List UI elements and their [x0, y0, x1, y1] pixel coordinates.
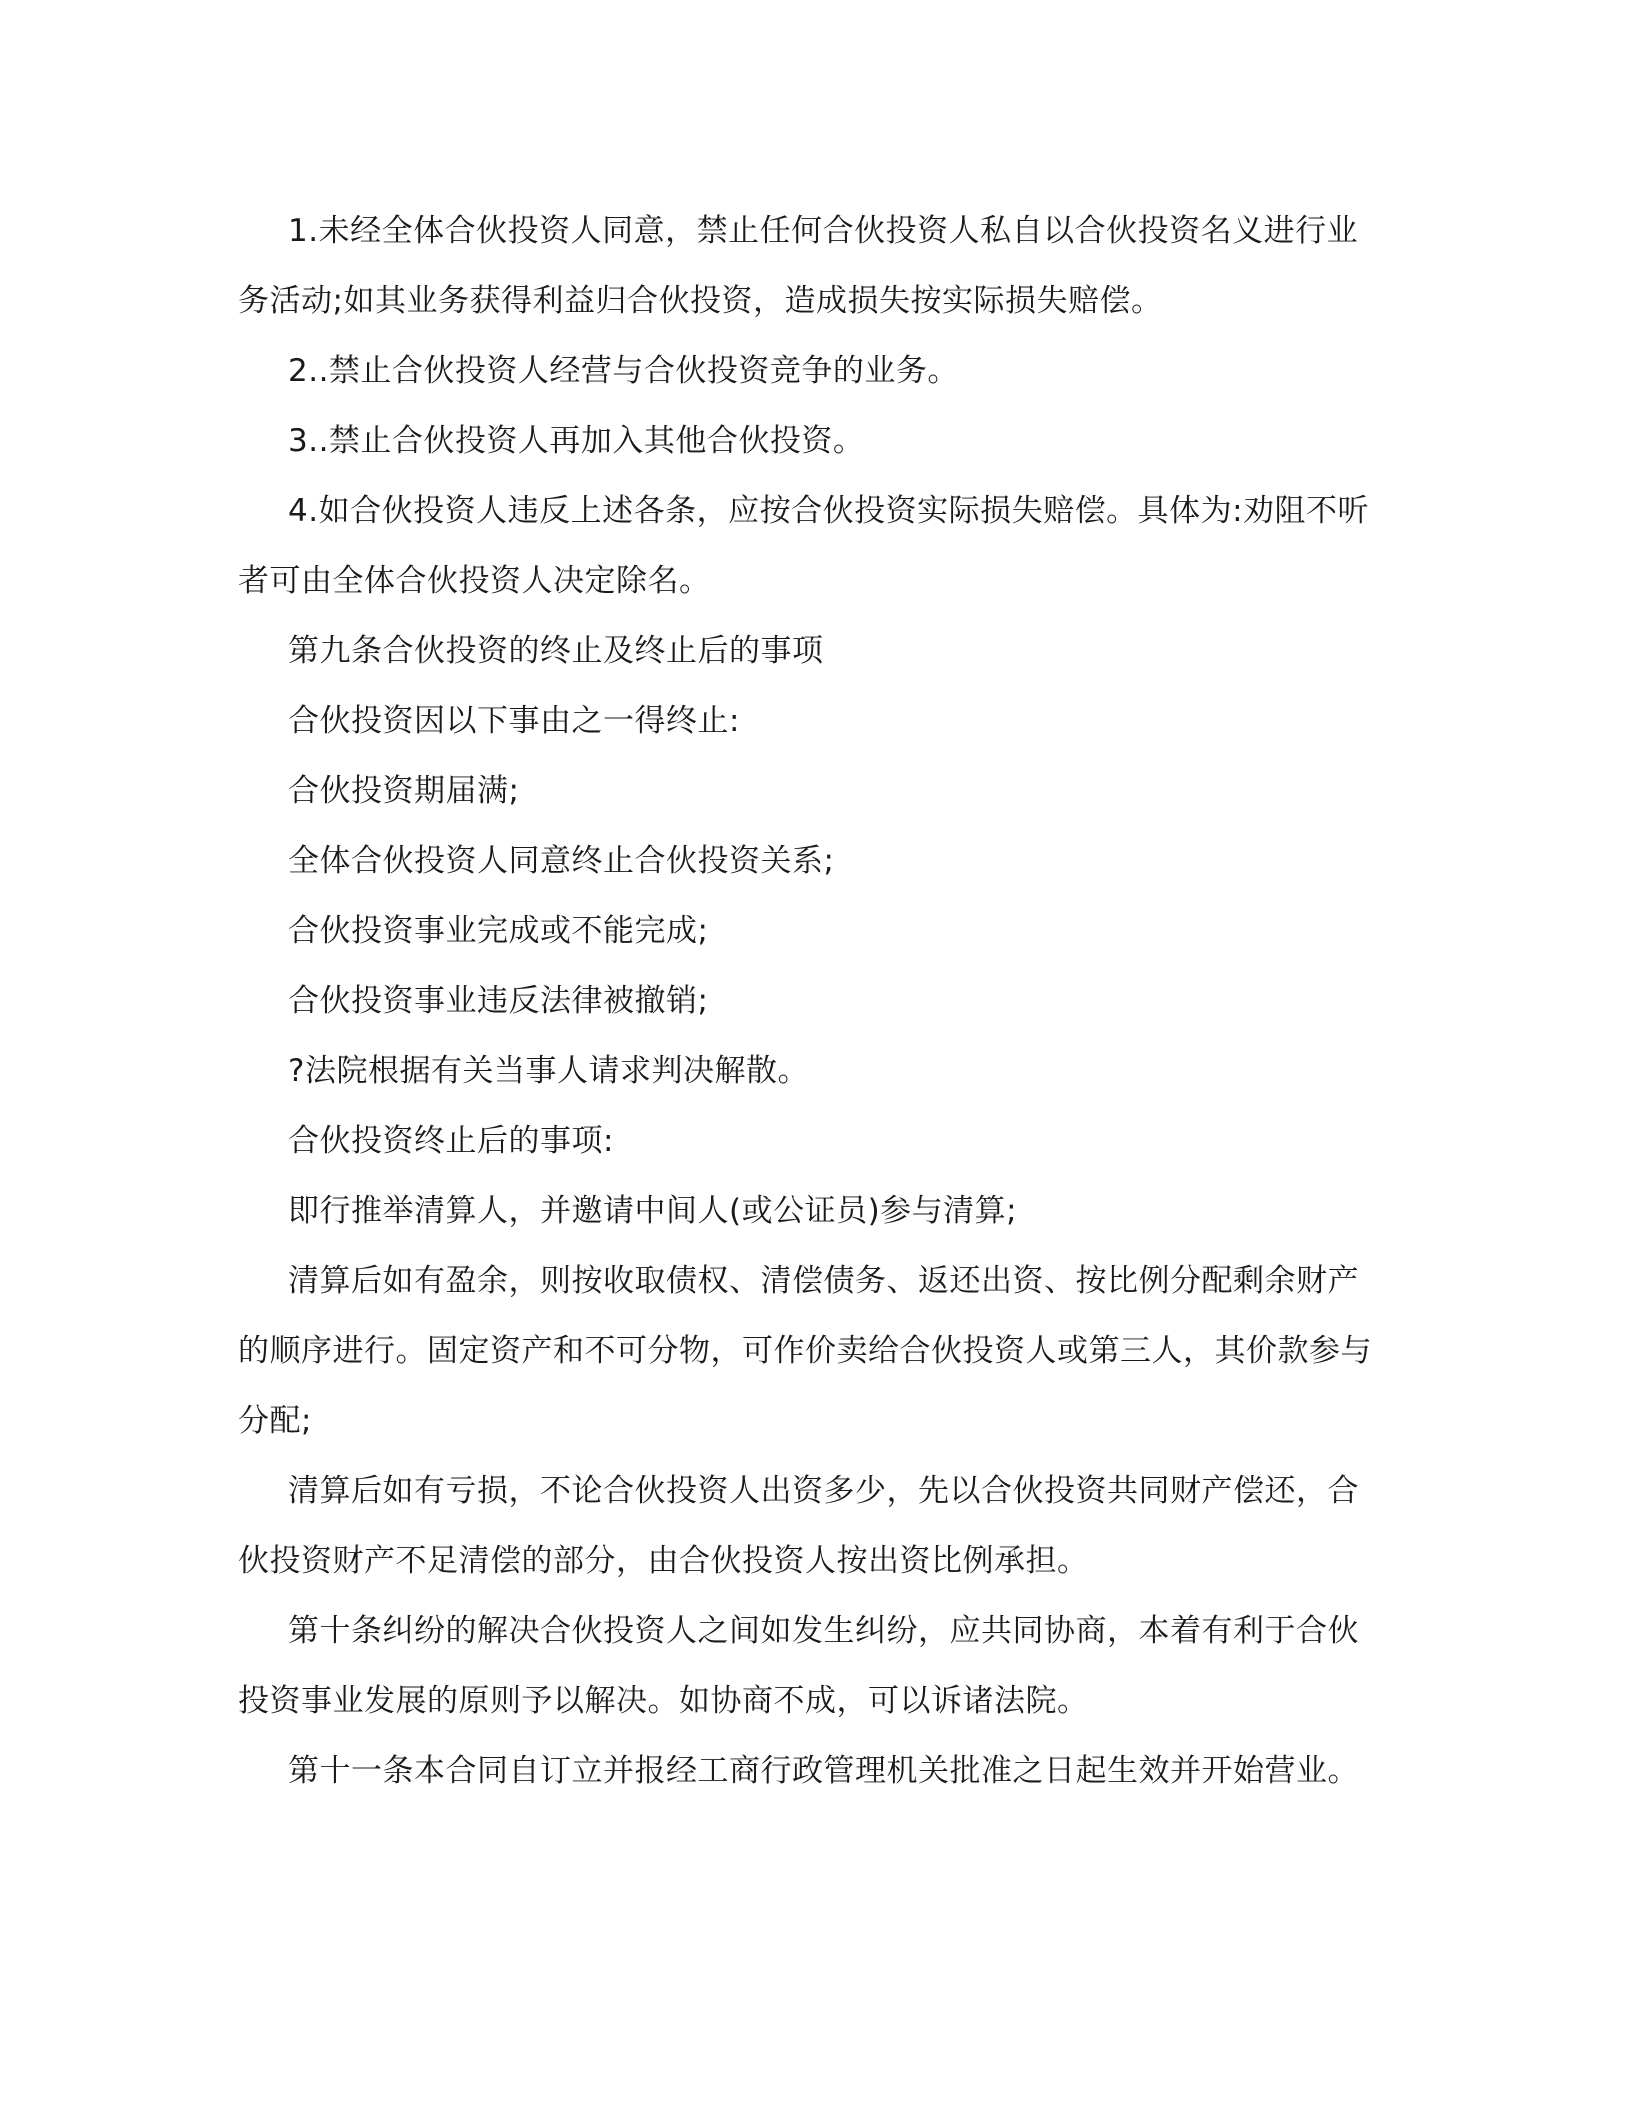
paragraph-termination-item: ?法院根据有关当事人请求判决解散。: [288, 1053, 809, 1089]
paragraph-termination-item: 全体合伙投资人同意终止合伙投资关系;: [288, 843, 835, 879]
paragraph-clause-3: 3..禁止合伙投资人再加入其他合伙投资。: [288, 423, 865, 459]
paragraph-clause-2: 2..禁止合伙投资人经营与合伙投资竞争的业务。: [288, 353, 959, 389]
paragraph-post-termination-intro: 合伙投资终止后的事项:: [288, 1123, 614, 1159]
section-article-11: 第十一条本合同自订立并报经工商行政管理机关批准之日起生效并开始营业。: [288, 1753, 1359, 1789]
paragraph-post-termination-item: 即行推举清算人，并邀请中间人(或公证员)参与清算;: [288, 1193, 1018, 1229]
document-page: [238, 196, 1378, 1806]
section-article-10: 第十条纠纷的解决合伙投资人之间如发生纠纷，应共同协商，本着有利于合伙投资事业发展的原则予以解决。如协商不成，可以诉诸法院。: [238, 1613, 1359, 1719]
paragraph-termination-item: 合伙投资事业完成或不能完成;: [288, 913, 709, 949]
paragraph-termination-item: 合伙投资事业违反法律被撤销;: [288, 983, 709, 1019]
paragraph-clause-4: 4.如合伙投资人违反上述各条，应按合伙投资实际损失赔偿。具体为:劝阻不听者可由全体合伙投资人决定除名。: [238, 493, 1370, 599]
paragraph-post-termination-item: 清算后如有盈余，则按收取债权、清偿债务、返还出资、按比例分配剩余财产的顺序进行。固定资产和不可分物，可作价卖给合伙投资人或第三人，其价款参与分配;: [238, 1263, 1372, 1439]
paragraph-termination-intro: 合伙投资因以下事由之一得终止:: [288, 703, 740, 739]
paragraph-post-termination-item: 清算后如有亏损，不论合伙投资人出资多少，先以合伙投资共同财产偿还，合伙投资财产不足清偿的部分，由合伙投资人按出资比例承担。: [238, 1473, 1359, 1579]
paragraph-clause-1: 1.未经全体合伙投资人同意，禁止任何合伙投资人私自以合伙投资名义进行业务活动;如其业务获得利益归合伙投资，造成损失按实际损失赔偿。: [238, 213, 1359, 319]
section-heading-article-9: 第九条合伙投资的终止及终止后的事项: [288, 633, 824, 669]
paragraph-termination-item: 合伙投资期届满;: [288, 773, 520, 809]
